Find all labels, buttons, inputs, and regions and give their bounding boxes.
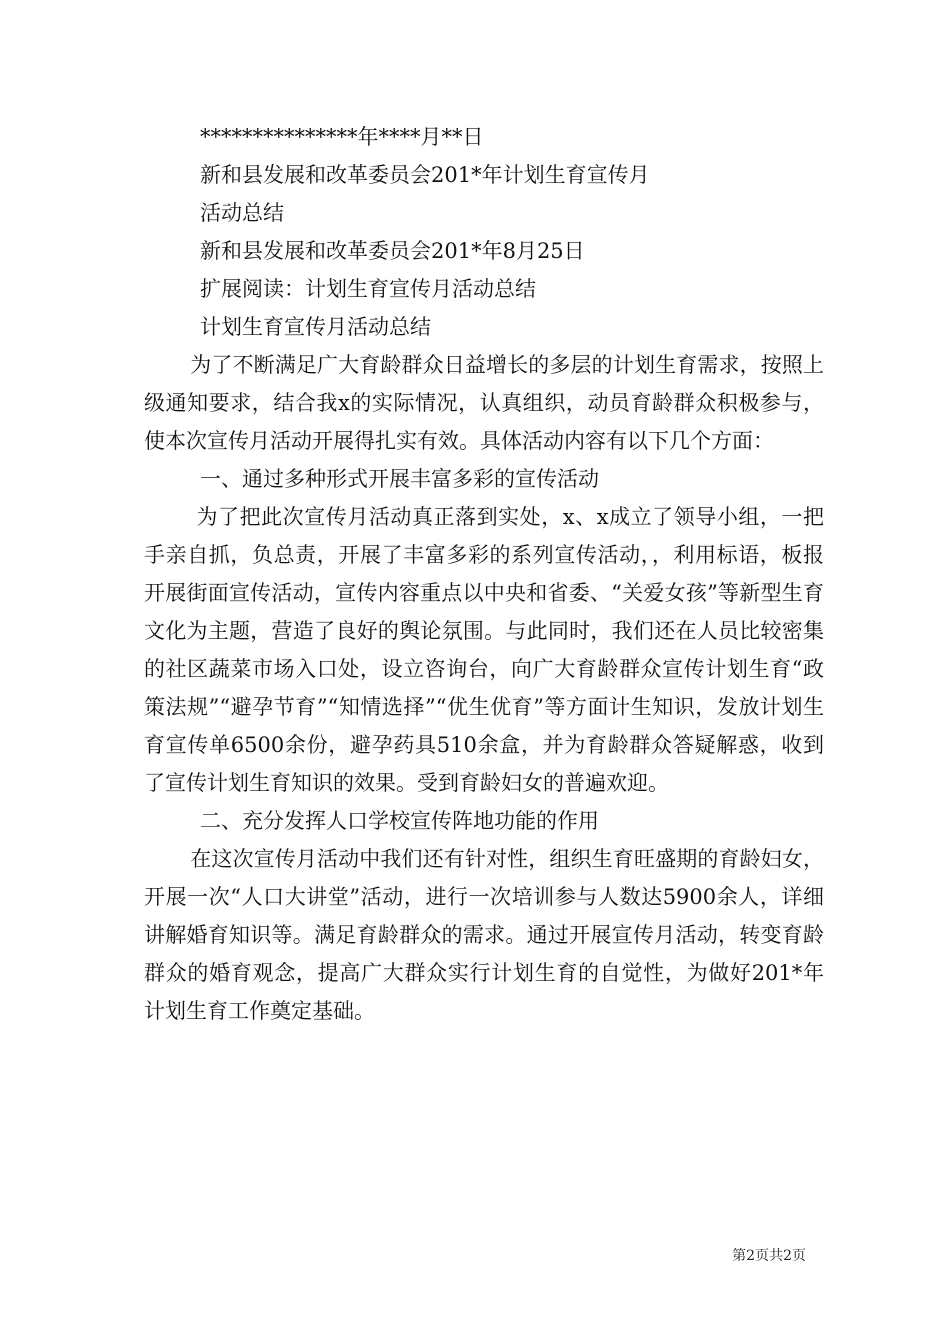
section-1-paragraph: 为了把此次宣传月活动真正落到实处，x、x成立了领导小组，一把手亲自抓，负总责，开展了丰富多彩的系列宣传活动，，利用标语，板报开展街面宣传活动，宣传内容重点以中央和省委、“关爱女孩”等新型生育文化为主题，营造了良好的舆论氛围。与此同时，我们还在人员比较密集的社区蔬菜市场入口处，设立咨询台，向广大育龄群众宣传计划生育“政策法规”“避孕节育”“知情选择”“优生优育”等方面计生知识，发放计划生育宣传单6500余份，避孕药具510余盒，并为育龄群众答疑解惑，收到了宣传计划生育知识的效果。受到育龄妇女的普遍欢迎。 — [144, 505, 824, 795]
heading-1: 一、通过多种形式开展丰富多彩的宣传活动 — [200, 467, 599, 491]
document-title-line-2: 活动总结 — [200, 201, 284, 225]
heading-2: 二、充分发挥人口学校宣传阵地功能的作用 — [200, 809, 599, 833]
date-placeholder-line: ***************年****月**日 — [200, 125, 484, 149]
intro-paragraph: 为了不断满足广大育龄群众日益增长的多层的计划生育需求，按照上级通知要求，结合我x的实际情况，认真组织，动员育龄群众积极参与，使本次宣传月活动开展得扎实有效。具体活动内容有以下几个方面： — [144, 353, 824, 453]
extended-reading-line: 扩展阅读：计划生育宣传月活动总结 — [200, 277, 536, 301]
signature-date-line: 新和县发展和改革委员会201*年8月25日 — [200, 239, 585, 263]
section-title-line: 计划生育宣传月活动总结 — [200, 315, 431, 339]
section-2-paragraph: 在这次宣传月活动中我们还有针对性，组织生育旺盛期的育龄妇女，开展一次“人口大讲堂”活动，进行一次培训参与人数达5900余人，详细讲解婚育知识等。满足育龄群众的需求。通过开展宣传月活动，转变育龄群众的婚育观念，提高广大群众实行计划生育的自觉性，为做好201*年计划生育工作奠定基础。 — [144, 847, 824, 1023]
page-number: 第2页共2页 — [732, 1248, 806, 1264]
document-body — [144, 118, 824, 1030]
document-title-line-1: 新和县发展和改革委员会201*年计划生育宣传月 — [200, 163, 650, 187]
